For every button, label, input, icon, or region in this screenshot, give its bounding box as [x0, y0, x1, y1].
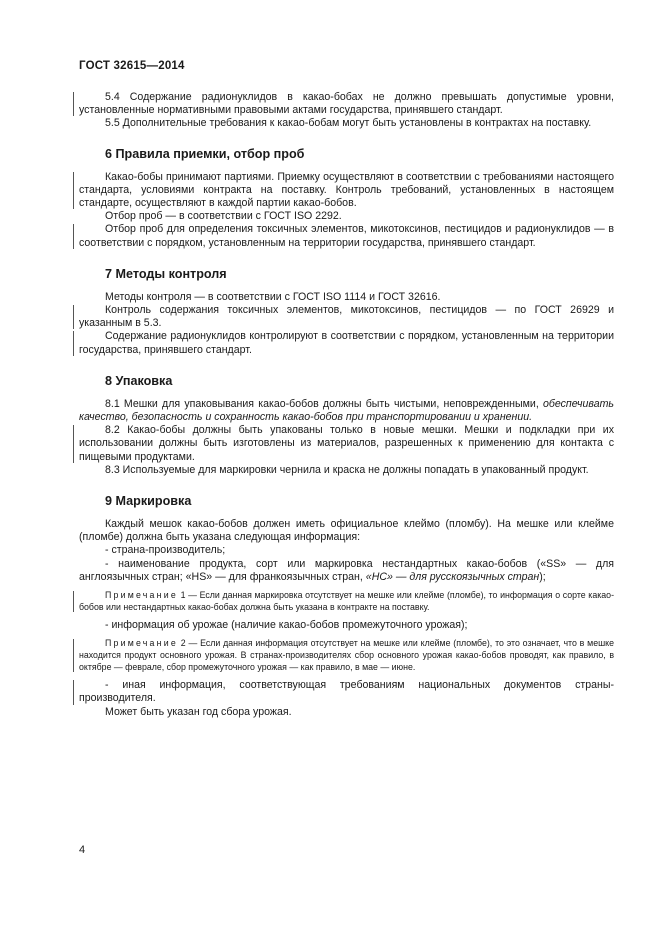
paragraph-7-2: Контроль содержания токсичных элементов, микотоксинов, пестицидов — по ГОСТ 26929 и указанным в 5.3.	[79, 304, 614, 330]
paragraph-8-1-italic: обеспечивать качество, безопасность и сохранность какао-бобов при транспортировании и хранении.	[79, 397, 614, 424]
paragraph-8-2: 8.2 Какао-бобы должны быть упакованы только в новые мешки. Мешки и подкладки при их использовании должны быть изготовлены из материалов, разрешенных к применению для контакта с пищевыми продуктами.	[79, 424, 614, 463]
paragraph-8-1	[79, 398, 614, 424]
list-item-harvest: - информация об урожае (наличие какао-бобов промежуточного урожая);	[105, 619, 468, 632]
section-8-heading: 8 Упаковка	[105, 373, 173, 388]
note-2-text: 2 — Если данная информация отсутствует на мешке или клейме (пломбе), то это означает, что в мешке находится продукт основного урожая. В странах-производителях сбор основного урожая какао-бобов проводят, как правило, в октябре — феврале, сбор промежуточного урожая — как правило, в мае — июне.	[79, 638, 614, 672]
paragraph-6-1: Какао-бобы принимают партиями. Приемку осуществляют в соответствии с требованиями настоящего стандарта, условиями контракта на поставку. Контроль требований, установленных в настоящем стандарте, осуществляют в каждой партии какао-бобов.	[79, 170, 614, 210]
note-2	[79, 638, 614, 673]
paragraph-6-3: Отбор проб для определения токсичных элементов, микотоксинов, пестицидов и радионуклидов — в соответствии с порядком, установленным на территории государства, принявшего стандарт.	[79, 223, 614, 249]
note-1-text: 1 — Если данная маркировка отсутствует на мешке или клейме (пломбе), то информация о сорте какао-бобов или нестандартных какао-бобах должна быть указана в контракте на поставку.	[79, 590, 614, 612]
note-2-label: Примечание	[105, 638, 178, 649]
paragraph-7-1: Методы контроля — в соответствии с ГОСТ ISO 1114 и ГОСТ 32616.	[105, 290, 441, 303]
paragraph-6-2: Отбор проб — в соответствии с ГОСТ ISO 2292.	[105, 210, 342, 223]
paragraph-5-5: 5.5 Дополнительные требования к какао-бобам могут быть установлены в контрактах на поставку.	[105, 117, 592, 130]
document-header: ГОСТ 32615—2014	[79, 60, 185, 72]
list-item-product-name-text: - наименование продукта, сорт или маркировка нестандартных какао-бобов («SS» — для англоязычных стран; «HS» — для франкоязычных стран,	[79, 557, 614, 583]
paragraph-8-3: 8.3 Используемые для маркировки чернила и краска не должны попадать в упакованный продукт.	[105, 463, 589, 476]
list-item-country: - страна-производитель;	[105, 544, 226, 557]
section-9-heading: 9 Маркировка	[105, 494, 192, 509]
paragraph-7-3: Содержание радионуклидов контролируют в соответствии с порядком, установленным на территории государства, принявшего стандарт.	[79, 330, 614, 356]
page-number: 4	[79, 844, 86, 856]
list-item-other-info: - иная информация, соответствующая требованиям национальных документов страны-производителя.	[79, 679, 614, 705]
paragraph-9-harvest-year: Может быть указан год сбора урожая.	[105, 705, 292, 718]
list-item-product-name	[79, 558, 614, 584]
section-6-heading: 6 Правила приемки, отбор проб	[105, 146, 305, 161]
list-item-product-name-italic: «НС» — для русскоязычных стран	[365, 570, 540, 583]
document-body	[79, 91, 614, 719]
paragraph-8-1-text: 8.1 Мешки для упаковывания какао-бобов должны быть чистыми, неповрежденными,	[105, 397, 543, 410]
note-1-label: Примечание	[105, 590, 178, 601]
list-item-product-name-end: );	[539, 570, 546, 583]
note-1	[79, 590, 614, 613]
section-7-heading: 7 Методы контроля	[105, 266, 227, 281]
paragraph-5-4: 5.4 Содержание радионуклидов в какао-бобах не должно превышать допустимые уровни, установленные нормативными правовыми актами государства, принявшего стандарт.	[79, 91, 614, 117]
paragraph-9-1: Каждый мешок какао-бобов должен иметь официальное клеймо (пломбу). На мешке или клейме (пломбе) должна быть указана следующая информация:	[79, 518, 614, 544]
